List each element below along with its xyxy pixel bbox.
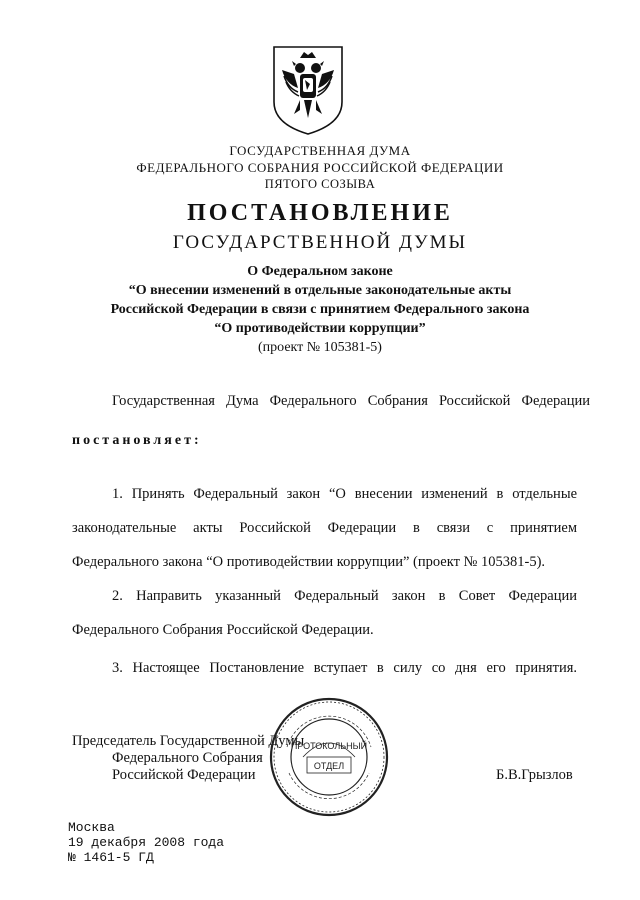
- resolves-heading: постановляет:: [72, 433, 202, 448]
- signer-title-line-1: Председатель Государственной Думы: [72, 733, 305, 749]
- signer-title-line-2: Федерального Собрания: [112, 750, 263, 766]
- document-subtitle: ГОСУДАРСТВЕННОЙ ДУМЫ: [172, 232, 468, 253]
- paragraph-1-line-3: Федерального закона “О противодействии коррупции” (проект № 105381-5).: [72, 554, 546, 570]
- state-emblem-icon: [270, 44, 346, 136]
- document-title: ПОСТАНОВЛЕНИЕ: [187, 200, 453, 226]
- signer-name: Б.В.Грызлов: [496, 767, 573, 783]
- footer-city: Москва: [68, 820, 115, 835]
- paragraph-2-line-2: Федерального Собрания Российской Федерации.: [72, 622, 374, 638]
- paragraph-1-line-1: 1. Принять Федеральный закон “О внесении изменений в отдельные: [112, 486, 577, 502]
- official-stamp-icon: [267, 695, 391, 819]
- subject-line-2: “О внесении изменений в отдельные законодательные акты: [128, 283, 512, 298]
- header-line-2: ФЕДЕРАЛЬНОГО СОБРАНИЯ РОССИЙСКОЙ ФЕДЕРАЦИИ: [136, 160, 504, 175]
- header-line-3: ПЯТОГО СОЗЫВА: [264, 177, 376, 191]
- svg-text:ПРОТОКОЛЬНЫЙ: ПРОТОКОЛЬНЫЙ: [290, 741, 368, 751]
- footer-number: № 1461-5 ГД: [68, 850, 154, 865]
- signer-title-line-3: Российской Федерации: [112, 767, 256, 783]
- subject-line-4: “О противодействии коррупции”: [214, 321, 426, 336]
- subject-line-1: О Федеральном законе: [247, 264, 393, 279]
- project-number: (проект № 105381-5): [258, 340, 382, 355]
- intro-text: Государственная Дума Федерального Собрания Российской Федерации: [112, 393, 590, 409]
- paragraph-3-line-1: 3. Настоящее Постановление вступает в силу со дня его принятия.: [112, 660, 577, 676]
- footer-date: 19 декабря 2008 года: [68, 835, 225, 850]
- paragraph-1-line-2: законодательные акты Российской Федерации в связи с принятием: [72, 520, 577, 536]
- header-line-1: ГОСУДАРСТВЕННАЯ ДУМА: [229, 143, 411, 158]
- svg-text:ОТДЕЛ: ОТДЕЛ: [313, 761, 345, 771]
- subject-line-3: Российской Федерации в связи с принятием Федерального закона: [110, 302, 530, 317]
- paragraph-2-line-1: 2. Направить указанный Федеральный закон в Совет Федерации: [112, 588, 577, 604]
